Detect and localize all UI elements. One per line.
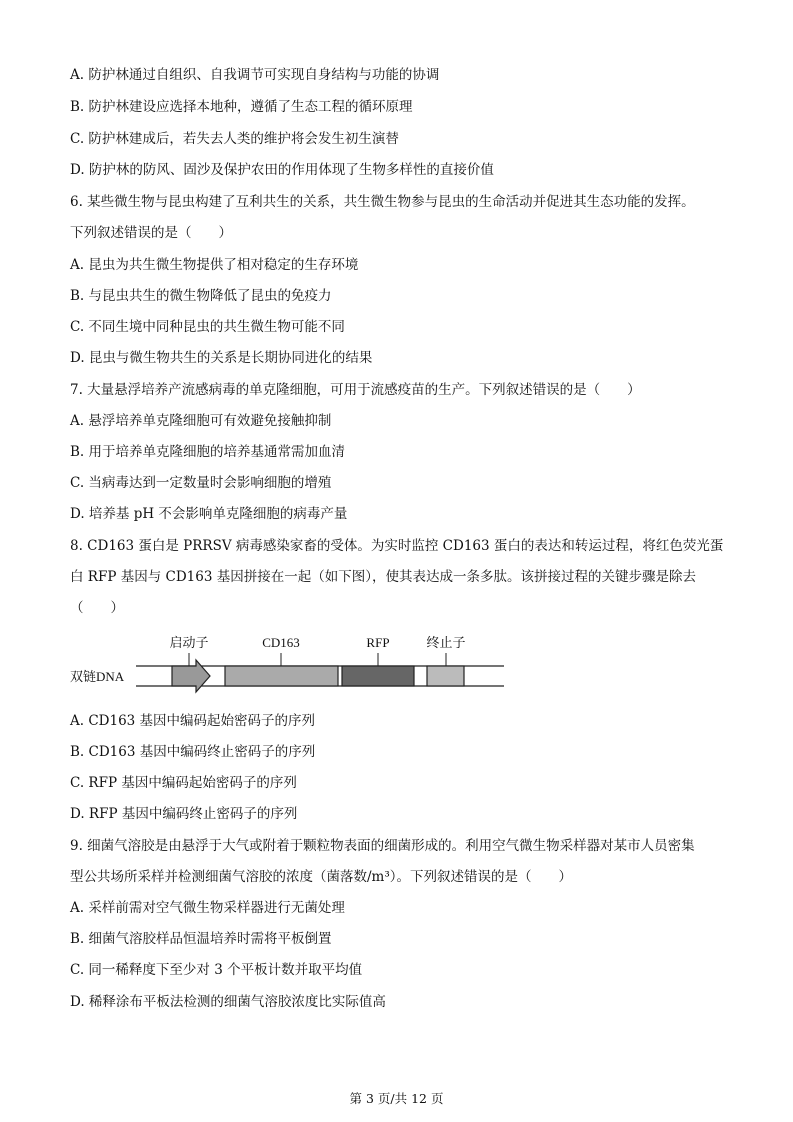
q9-option-a: A. 采样前需对空气微生物采样器进行无菌处理 xyxy=(70,900,345,916)
q7-option-c: C. 当病毒达到一定数量时会影响细胞的增殖 xyxy=(70,475,332,491)
q5-option-d: D. 防护林的防风、固沙及保护农田的作用体现了生物多样性的直接价值 xyxy=(70,162,494,178)
cd163-segment xyxy=(225,666,338,686)
q8-option-a: A. CD163 基因中编码起始密码子的序列 xyxy=(70,713,316,729)
q8-option-c: C. RFP 基因中编码起始密码子的序列 xyxy=(70,775,297,791)
q5-option-b: B. 防护林建设应选择本地种，遵循了生态工程的循环原理 xyxy=(70,99,413,115)
q9-stem: 9. 细菌气溶胶是由悬浮于大气或附着于颗粒物表面的细菌形成的。利用空气微生物采样器对某市人员密集 xyxy=(70,838,695,854)
terminator-segment xyxy=(427,666,464,686)
q6-stem: 6. 某些微生物与昆虫构建了互利共生的关系，共生微生物参与昆虫的生命活动并促进其生态功能的发挥。 xyxy=(70,194,695,210)
q8-option-b: B. CD163 基因中编码终止密码子的序列 xyxy=(70,744,316,760)
q8-stem-3: （ ） xyxy=(70,600,124,616)
q9-stem-2: 型公共场所采样并检测细菌气溶胶的浓度（菌落数/m³）。下列叙述错误的是（ ） xyxy=(70,869,573,885)
q5-option-c: C. 防护林建成后，若失去人类的维护将会发生初生演替 xyxy=(70,131,399,147)
q7-option-d: D. 培养基 pH 不会影响单克隆细胞的病毒产量 xyxy=(70,506,348,522)
cd163-label: CD163 xyxy=(262,635,300,650)
q6-option-c: C. 不同生境中同种昆虫的共生微生物可能不同 xyxy=(70,319,345,335)
q9-option-b: B. 细菌气溶胶样品恒温培养时需将平板倒置 xyxy=(70,931,332,947)
q9-option-c: C. 同一稀释度下至少对 3 个平板计数并取平均值 xyxy=(70,962,363,978)
terminator-label: 终止子 xyxy=(426,635,466,650)
promoter-label: 启动子 xyxy=(169,635,209,650)
promoter-arrow xyxy=(172,660,210,692)
page-number: 第 3 页/共 12 页 xyxy=(349,1091,444,1106)
q6-option-d: D. 昆虫与微生物共生的关系是长期协同进化的结果 xyxy=(70,350,373,366)
q5-option-a: A. 防护林通过自组织、自我调节可实现自身结构与功能的协调 xyxy=(70,67,440,83)
q6-option-b: B. 与昆虫共生的微生物降低了昆虫的免疫力 xyxy=(70,288,332,304)
q8-stem-2: 白 RFP 基因与 CD163 基因拼接在一起（如下图），使其表达成一条多肽。该拼接过程的关键步骤是除去 xyxy=(70,569,696,585)
q6-stem-2: 下列叙述错误的是（ ） xyxy=(70,225,232,241)
q8-stem: 8. CD163 蛋白是 PRRSV 病毒感染家畜的受体。为实时监控 CD163 蛋白的表达和转运过程，将红色荧光蛋 xyxy=(70,538,724,554)
q7-stem: 7. 大量悬浮培养产流感病毒的单克隆细胞，可用于流感疫苗的生产。下列叙述错误的是（ ） xyxy=(70,382,641,398)
dna-diagram xyxy=(70,625,520,700)
q9-option-d: D. 稀释涂布平板法检测的细菌气溶胶浓度比实际值高 xyxy=(70,994,386,1010)
strand-label: 双链DNA xyxy=(70,669,125,684)
q7-option-b: B. 用于培养单克隆细胞的培养基通常需加血清 xyxy=(70,444,346,460)
rfp-segment xyxy=(342,666,414,686)
q7-option-a: A. 悬浮培养单克隆细胞可有效避免接触抑制 xyxy=(70,413,332,429)
q6-option-a: A. 昆虫为共生微生物提供了相对稳定的生存环境 xyxy=(70,257,359,273)
rfp-label: RFP xyxy=(366,635,390,650)
q8-option-d: D. RFP 基因中编码终止密码子的序列 xyxy=(70,806,298,822)
